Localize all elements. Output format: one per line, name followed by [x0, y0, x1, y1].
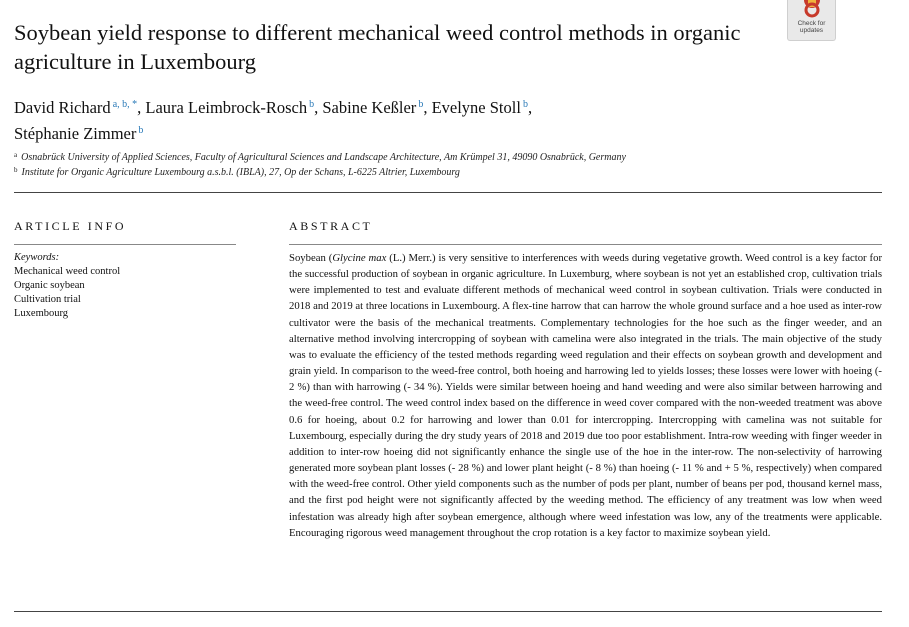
article-info-heading: ARTICLE INFO [14, 219, 127, 233]
footer-divider [14, 611, 882, 612]
badge-line-1: Check for [797, 20, 826, 27]
header-divider [14, 192, 882, 193]
check-updates-icon [799, 0, 825, 20]
keyword-item: Mechanical weed control [14, 266, 121, 277]
keyword-item: Organic soybean [14, 280, 85, 291]
author-affiliation-marks[interactable]: b [522, 99, 528, 110]
author-affiliation-marks[interactable]: b [418, 99, 424, 110]
abstract-heading: ABSTRACT [289, 219, 373, 233]
author-affiliation-marks[interactable]: b [138, 125, 144, 136]
article-title: Soybean yield response to different mechanical weed control methods in organic agriculture in Luxembourg [14, 20, 741, 74]
badge-line-2: updates [799, 27, 824, 34]
affiliation-mark: a [14, 151, 18, 159]
article-info-divider [14, 244, 236, 245]
abstract-divider [289, 244, 882, 245]
keywords-block [14, 251, 120, 321]
author-affiliation-marks[interactable]: b [309, 99, 315, 110]
keyword-item: Cultivation trial [14, 294, 81, 305]
author-name[interactable]: Evelyne Stoll [431, 98, 521, 117]
author-name[interactable]: Laura Leimbrock-Rosch [145, 98, 308, 117]
affiliation-b [14, 166, 460, 178]
abstract-lead: Soybean ( [289, 252, 333, 264]
author-name[interactable]: David Richard [14, 98, 111, 117]
affiliation-text: Institute for Organic Agriculture Luxembourg a.s.b.l. (IBLA), 27, Op der Schans, L-6225 Altrier, Luxembourg [21, 167, 460, 178]
author-name[interactable]: Sabine Keßler [322, 98, 417, 117]
keyword-item: Luxembourg [14, 308, 69, 319]
affiliation-a [14, 151, 626, 163]
abstract-text [289, 250, 882, 541]
affiliation-text: Osnabrück University of Applied Sciences, Faculty of Agricultural Sciences and Landscape Architecture, Am Krümpel 31, 49090 Osnabrück, Germany [21, 152, 626, 163]
species-name: Glycine max [332, 252, 387, 264]
abstract-body: (L.) Merr.) is very sensitive to interferences with weeds during vegetative growth. Weed control is a key factor for the successful production of soybean in organic agriculture. In Luxemburg, where soybean is not yet an established crop, cultivation trials were implemented to test and evaluate different methods of mechanical weed control in soybean cultivation. Trials were conducted in 2018 and 2019 at three locations in Luxembourg. A flex-tine harrow that can harrow the whole ground surface and a hoe used as inter-row cultivator were the basis of the mechanical treatments. Complementary technologies for the hoe such as the finger weeder, and an alternative method involving intercropping of soybean with camelina were also integrated in the trials. The main objective of the study was to evaluate the efficiency of the tested methods regarding weed regulation and their effects on soybean growth and development and grain yield. In comparison to the weed-free control, both hoeing and harrowing led to yields losses; these losses were lower with hoeing (- 2 %) than with harrowing (- 34 %). Yields were similar between hoeing and hand weeding and were also similar between harrowing and the weed-free control. The weed control index based on the difference in weed cover compared with the non-weeded treatment was above 0.6 for hoeing, about 0.2 for harrowing and lower than 0.01 for intercropping. Intercropping with camelina was not suitable for Luxembourg, especially during the dry study years of 2018 and 2019 due too poor establishment. Intra-row weeding with finger weeder in addition to inter-row hoeing did not significantly enhance the single use of the hoe in the inter-row. The non-selectivity of harrowing generated more soybean plant losses (- 28 %) and lower plant height (- 8 %) than hoeing (- 11 % and + 5 %, respectively) when compared with the weed-free control. Other yield components such as the number of pods per plant, number of beans per pod, thousand kernel mass, and the first pod height were not significantly affected by the weeding method. The efficiency of any treatment was low when weed infestation was already high after soybean emergence, although where weed infestation was low, any of the treatments were applicable. Encouraging rigorous weed management throughout the crop rotation is a key factor to maximize soybean yield. [289, 252, 883, 539]
affiliation-mark: b [14, 166, 18, 174]
keywords-label: Keywords: [14, 252, 60, 263]
check-for-updates-badge[interactable] [787, 0, 836, 41]
author-affiliation-marks[interactable]: a, b, * [112, 99, 138, 110]
author-list: David Richard $^{a, b, *}$, Laura Leimbrock-Rosch $^b$, Sabine Keßler $^b$, Evelyne Stoll $^b$, Stéphanie Zimmer $^b$ [14, 98, 533, 143]
author-name[interactable]: Stéphanie Zimmer [14, 124, 137, 143]
